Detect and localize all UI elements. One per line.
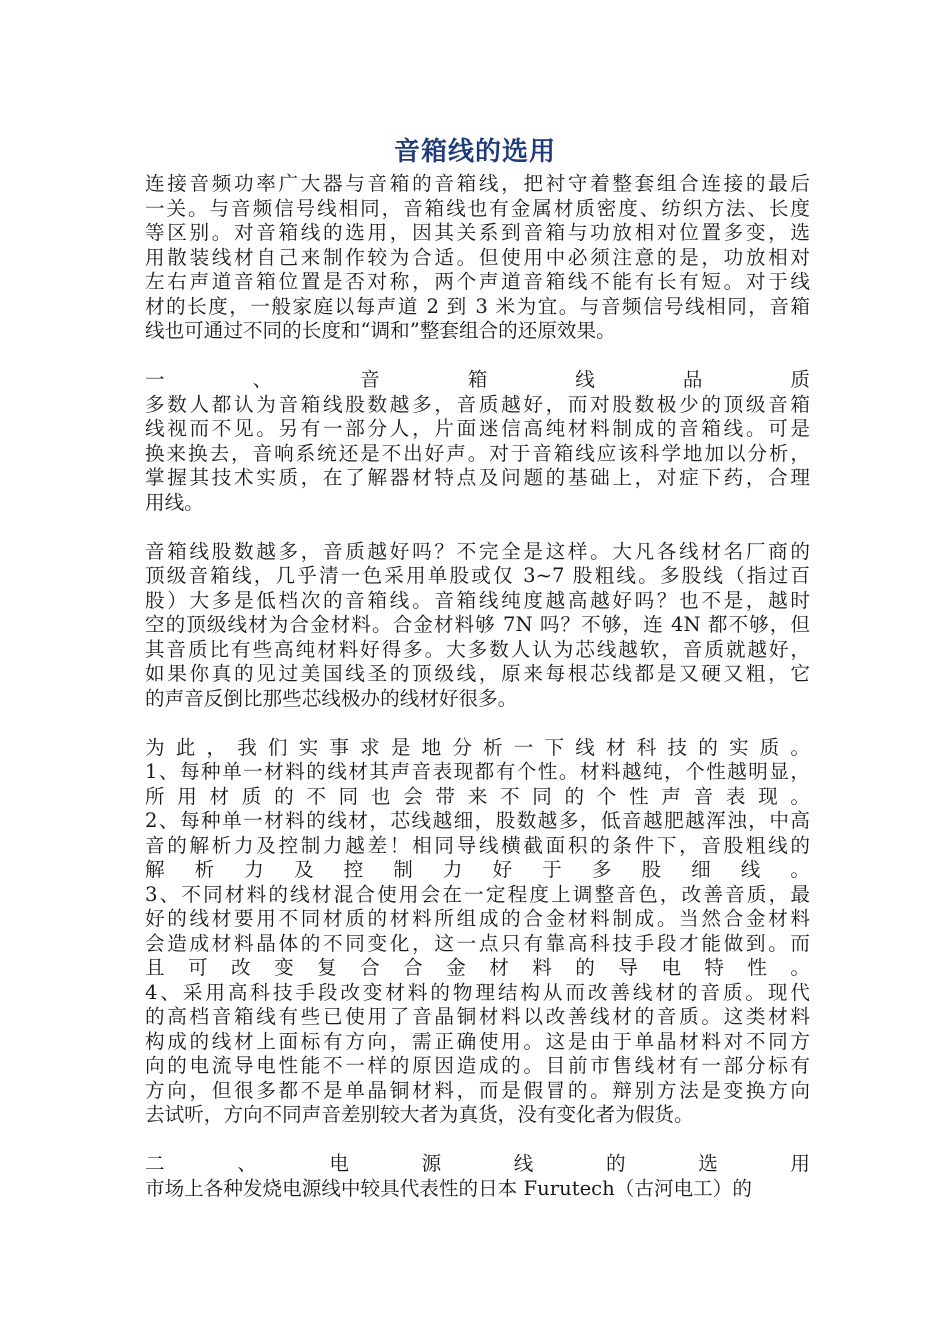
text-line: 方向，但很多都不是单晶铜材料，而是假冒的。辩别方法是变换方向 [145,1078,810,1102]
text-line: 其音质比有些高纯材料好得多。大多数人认为芯线越软，音质就越好， [145,637,810,661]
paragraph-gap [145,1128,810,1153]
text-line: 音的解析力及控制力越差！相同导线横截面积的条件下，音股粗线的 [145,833,810,857]
text-line: 如果你真的见过美国线圣的顶级线，原来每根芯线都是又硬又粗，它 [145,662,810,685]
text-line: 股）大多是低档次的音箱线。音箱线纯度越高越好吗？也不是，越时 [145,588,810,612]
text-line: 解析力及控制力好于多股细线。 [145,858,810,881]
text-line: 向的电流导电性能不一样的原因造成的。目前市售线材有一部分标有 [145,1054,810,1077]
paragraph [145,540,810,712]
text-line: 且可改变复合合金材料的导电特性。 [145,956,810,979]
text-line: 连接音频功率广大器与音箱的音箱线，把衬守着整套组合连接的最后 [145,172,810,195]
text-line: 去试听，方向不同声音差别较大者为真货，没有变化者为假货。 [145,1103,694,1126]
paragraph-gap [145,344,810,369]
text-line: 2、每种单一材料的线材，芯线越细，股数越多，低音越肥越浑浊，中高 [145,809,810,832]
text-line: 的声音反倒比那些芯线极办的线材好很多。 [145,686,518,710]
document-title: 音箱线的选用 [393,137,556,167]
text-line: 空的顶级线材为合金材料。合金材料够 7N 吗？不够，连 4N 都不够，但 [145,613,810,636]
text-line: 的高档音箱线有些已使用了音晶铜材料以改善线材的音质。这类材料 [145,1005,810,1028]
text-line: 3、不同材料的线材混合使用会在一定程度上调整音色，改善音质，最 [145,882,810,906]
text-line: 构成的线材上面标有方向，需正确使用。这是由于单晶材料对不同方 [145,1029,810,1053]
text-line: 线视而不见。另有一部分人，片面迷信高纯材料制成的音箱线。可是 [145,417,810,440]
text-line: 多数人都认为音箱线股数越多，音质越好，而对股数极少的顶级音箱 [145,392,810,416]
paragraph [145,1152,810,1201]
text-line: 好的线材要用不同材质的材料所组成的合金材料制成。当然合金材料 [145,907,810,930]
text-line: 等区别。对音箱线的选用，因其关系到音箱与功放相对位置多变，选 [145,221,810,244]
text-line: 掌握其技术实质，在了解器材特点及问题的基础上，对症下药，合理 [145,466,810,489]
paragraph [145,368,810,515]
document-body [145,172,810,1201]
text-line: 1、每种单一材料的线材其声音表现都有个性。材料越纯，个性越明显， [145,760,810,783]
text-line: 换来换去，音响系统还是不出好声。对于音箱线应该科学地加以分析， [145,441,810,465]
text-line: 音箱线股数越多，音质越好吗？不完全是这样。大凡各线材名厂商的 [145,539,810,563]
text-line: 顶级音箱线，几乎清一色采用单股或仅 3~7 股粗线。多股线（指过百 [145,564,810,587]
paragraph [145,172,810,344]
paragraph-gap [145,711,810,736]
text-line: 二、电源线的选用 [145,1152,810,1175]
text-line: 材的长度，一般家庭以每声道 2 到 3 米为宜。与音频信号线相同，音箱 [145,294,810,318]
text-line: 用散装线材自己来制作较为合适。但使用中必须注意的是，功放相对 [145,245,810,269]
text-line: 左右声道音箱位置是否对称，两个声道音箱线不能有长有短。对于线 [145,270,810,293]
paragraph-gap [145,515,810,540]
text-line: 一关。与音频信号线相同，音箱线也有金属材质密度、纺织方法、长度 [145,196,810,220]
text-line: 用线。 [145,490,204,514]
text-line: 一、音箱线品质 [145,368,810,391]
paragraph [145,736,810,1128]
text-line: 4、采用高科技手段改变材料的物理结构从而改善线材的音质。现代 [145,980,810,1004]
text-line: 所用材质的不同也会带来不同的个性声音表现。 [145,784,810,808]
text-line: 为此，我们实事求是地分析一下线材科技的实质。 [145,735,810,759]
text-line: 市场上各种发烧电源线中较具代表性的日本 Furutech（古河电工）的 [145,1176,752,1200]
text-line: 线也可通过不同的长度和“调和”整套组合的还原效果。 [145,319,616,342]
text-line: 会造成材料晶体的不同变化，这一点只有靠高科技手段才能做到。而 [145,931,810,955]
